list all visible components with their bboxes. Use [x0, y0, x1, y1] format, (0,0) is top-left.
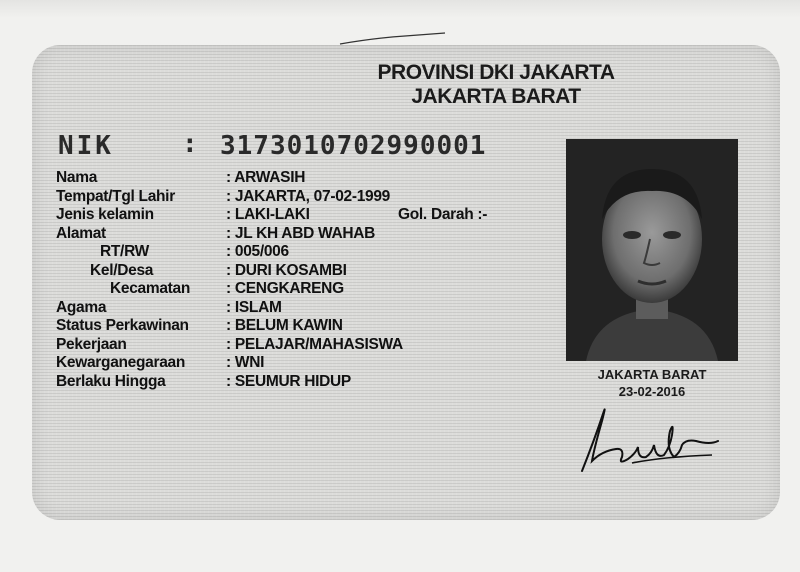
- field-label: Kewarganegaraan: [56, 354, 186, 371]
- field-value: : JL KH ABD WAHAB: [226, 224, 376, 242]
- field-label: RT/RW: [100, 243, 150, 260]
- nik-label: NIK: [58, 131, 114, 161]
- field-label: Berlaku Hingga: [56, 372, 166, 390]
- nik-value: 3173010702990001: [220, 131, 487, 161]
- issue-city: JAKARTA BARAT: [597, 367, 707, 382]
- field-label: Tempat/Tgl Lahir: [56, 187, 175, 205]
- scan-top-edge: [0, 0, 800, 18]
- field-value: : 005/006: [226, 243, 289, 260]
- field-label: Nama: [56, 169, 98, 186]
- field-label: Status Perkawinan: [56, 317, 189, 334]
- portrait-photo: [566, 139, 738, 361]
- id-card: [32, 45, 780, 520]
- field-value: : ARWASIH: [226, 169, 306, 186]
- field-value: : ISLAM: [226, 298, 282, 316]
- field-label: Alamat: [56, 224, 106, 242]
- field-value: : LAKI-LAKI: [226, 206, 310, 223]
- province-title: PROVINSI DKI JAKARTA: [377, 61, 615, 84]
- field-label: Jenis kelamin: [56, 206, 154, 223]
- city-title: JAKARTA BARAT: [411, 85, 581, 108]
- field-label: Agama: [56, 298, 107, 316]
- field-value: : JAKARTA, 07-02-1999: [226, 187, 390, 205]
- field-value: : BELUM KAWIN: [226, 317, 343, 334]
- field-value: : WNI: [226, 354, 265, 371]
- field-value: : CENGKARENG: [226, 280, 344, 297]
- field-value: : SEUMUR HIDUP: [226, 372, 351, 390]
- field-value: : PELAJAR/MAHASISWA: [226, 335, 403, 353]
- field-label: Kel/Desa: [90, 261, 154, 279]
- nik-colon: :: [182, 129, 198, 159]
- issue-date: 23-02-2016: [618, 384, 686, 399]
- signature-mark: [572, 401, 742, 481]
- field-label: Kecamatan: [110, 280, 191, 297]
- field-gol-darah: Gol. Darah :-: [398, 206, 488, 223]
- field-value: : DURI KOSAMBI: [226, 261, 347, 279]
- field-label: Pekerjaan: [56, 335, 127, 353]
